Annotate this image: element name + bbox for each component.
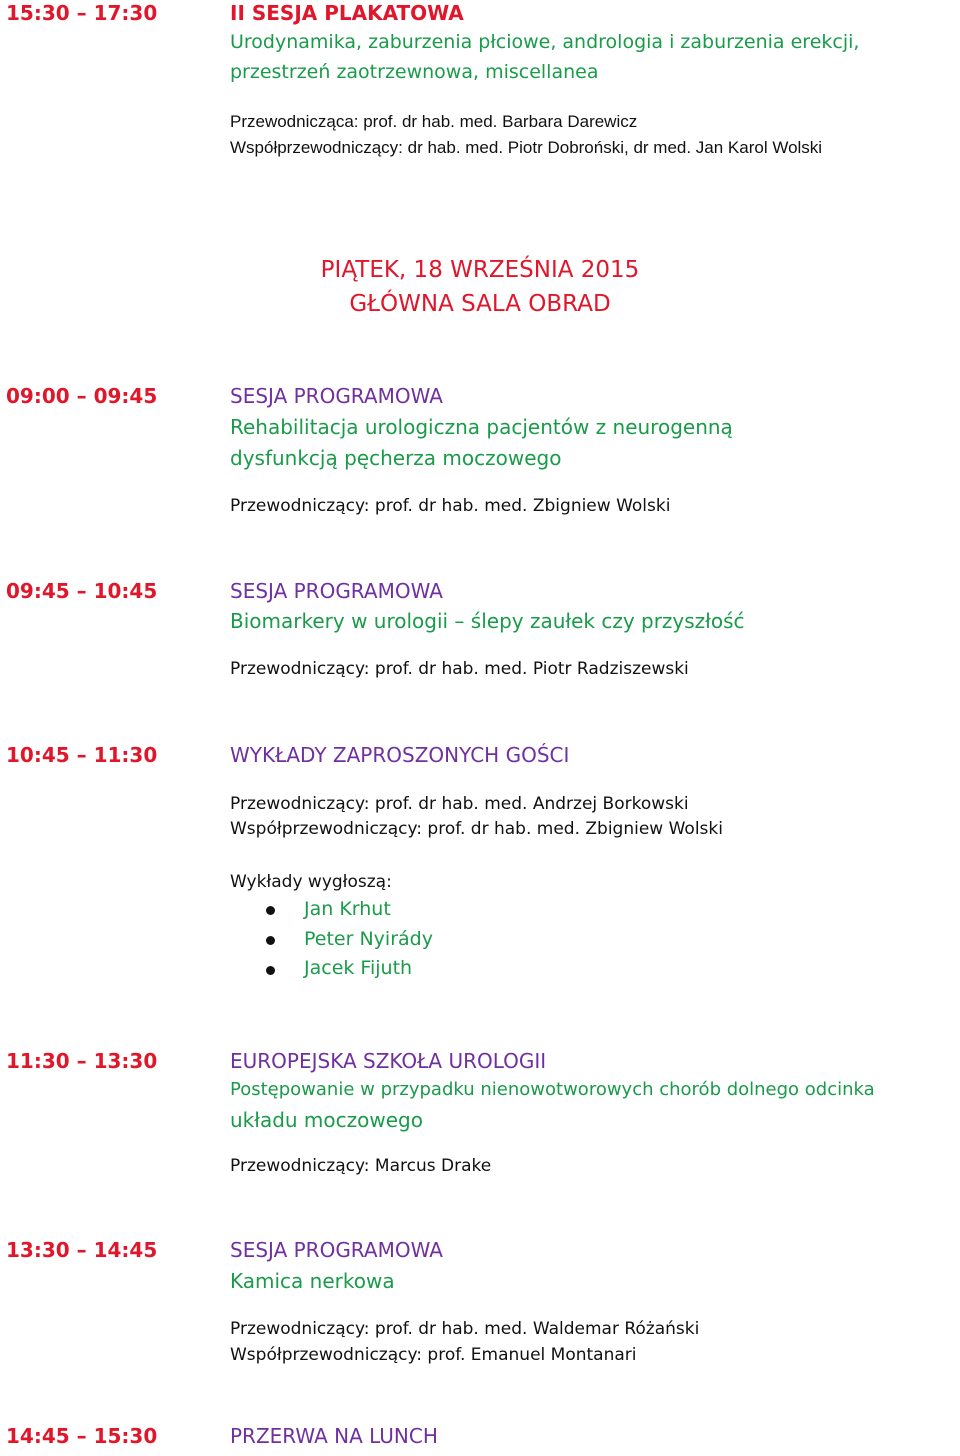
session-kind: WYKŁADY ZAPROSZONYCH GOŚCI <box>230 743 570 767</box>
session-cochair: Współprzewodniczący: prof. Emanuel Montanari <box>230 1345 637 1365</box>
session-time: 09:45 – 10:45 <box>6 579 158 603</box>
room-heading: GŁÓWNA SALA OBRAD <box>349 291 611 317</box>
session-topic-line1: Urodynamika, zaburzenia płciowe, andrologia i zaburzenia erekcji, <box>230 31 860 53</box>
bullet-icon <box>266 936 275 945</box>
session-kind: SESJA PROGRAMOWA <box>230 384 443 408</box>
session-chair: Przewodniczący: Marcus Drake <box>230 1156 492 1176</box>
session-kind: II SESJA PLAKATOWA <box>230 1 464 25</box>
speaker-item: Jan Krhut <box>304 898 391 920</box>
session-topic-line1: Kamica nerkowa <box>230 1269 395 1293</box>
session-kind: PRZERWA NA LUNCH <box>230 1424 438 1448</box>
session-time: 14:45 – 15:30 <box>6 1424 158 1448</box>
speaker-item: Peter Nyirády <box>304 928 433 950</box>
session-chair: Przewodnicząca: prof. dr hab. med. Barbara Darewicz <box>230 112 638 131</box>
session-chair: Przewodniczący: prof. dr hab. med. Zbigniew Wolski <box>230 496 671 516</box>
session-topic-line1: Rehabilitacja urologiczna pacjentów z neurogenną <box>230 415 733 439</box>
day-date-heading: PIĄTEK, 18 WRZEŚNIA 2015 <box>320 257 640 283</box>
session-kind: SESJA PROGRAMOWA <box>230 579 443 603</box>
session-chair: Przewodniczący: prof. dr hab. med. Waldemar Różański <box>230 1319 700 1339</box>
bullet-icon <box>266 966 275 975</box>
session-chair: Przewodniczący: prof. dr hab. med. Andrzej Borkowski <box>230 794 689 814</box>
session-kind: SESJA PROGRAMOWA <box>230 1238 443 1262</box>
session-cochair: Współprzewodniczący: prof. dr hab. med. Zbigniew Wolski <box>230 819 723 839</box>
session-time: 10:45 – 11:30 <box>6 743 158 767</box>
session-cochair: Współprzewodniczący: dr hab. med. Piotr Dobroński, dr med. Jan Karol Wolski <box>230 138 823 157</box>
session-time: 15:30 – 17:30 <box>6 1 158 25</box>
speakers-label: Wykłady wygłoszą: <box>230 872 392 892</box>
session-topic-line2: układu moczowego <box>230 1108 423 1132</box>
session-topic-line2: dysfunkcją pęcherza moczowego <box>230 446 562 470</box>
session-time: 13:30 – 14:45 <box>6 1238 158 1262</box>
session-chair: Przewodniczący: prof. dr hab. med. Piotr Radziszewski <box>230 659 689 679</box>
session-time: 09:00 – 09:45 <box>6 384 158 408</box>
speaker-item: Jacek Fijuth <box>304 957 413 979</box>
session-time: 11:30 – 13:30 <box>6 1049 158 1073</box>
bullet-icon <box>266 906 275 915</box>
session-topic-line1: Postępowanie w przypadku nienowotworowych chorób dolnego odcinka <box>230 1079 875 1100</box>
session-topic-line1: Biomarkery w urologii – ślepy zaułek czy przyszłość <box>230 609 745 633</box>
session-topic-line2: przestrzeń zaotrzewnowa, miscellanea <box>230 61 599 83</box>
session-kind: EUROPEJSKA SZKOŁA UROLOGII <box>230 1049 547 1073</box>
